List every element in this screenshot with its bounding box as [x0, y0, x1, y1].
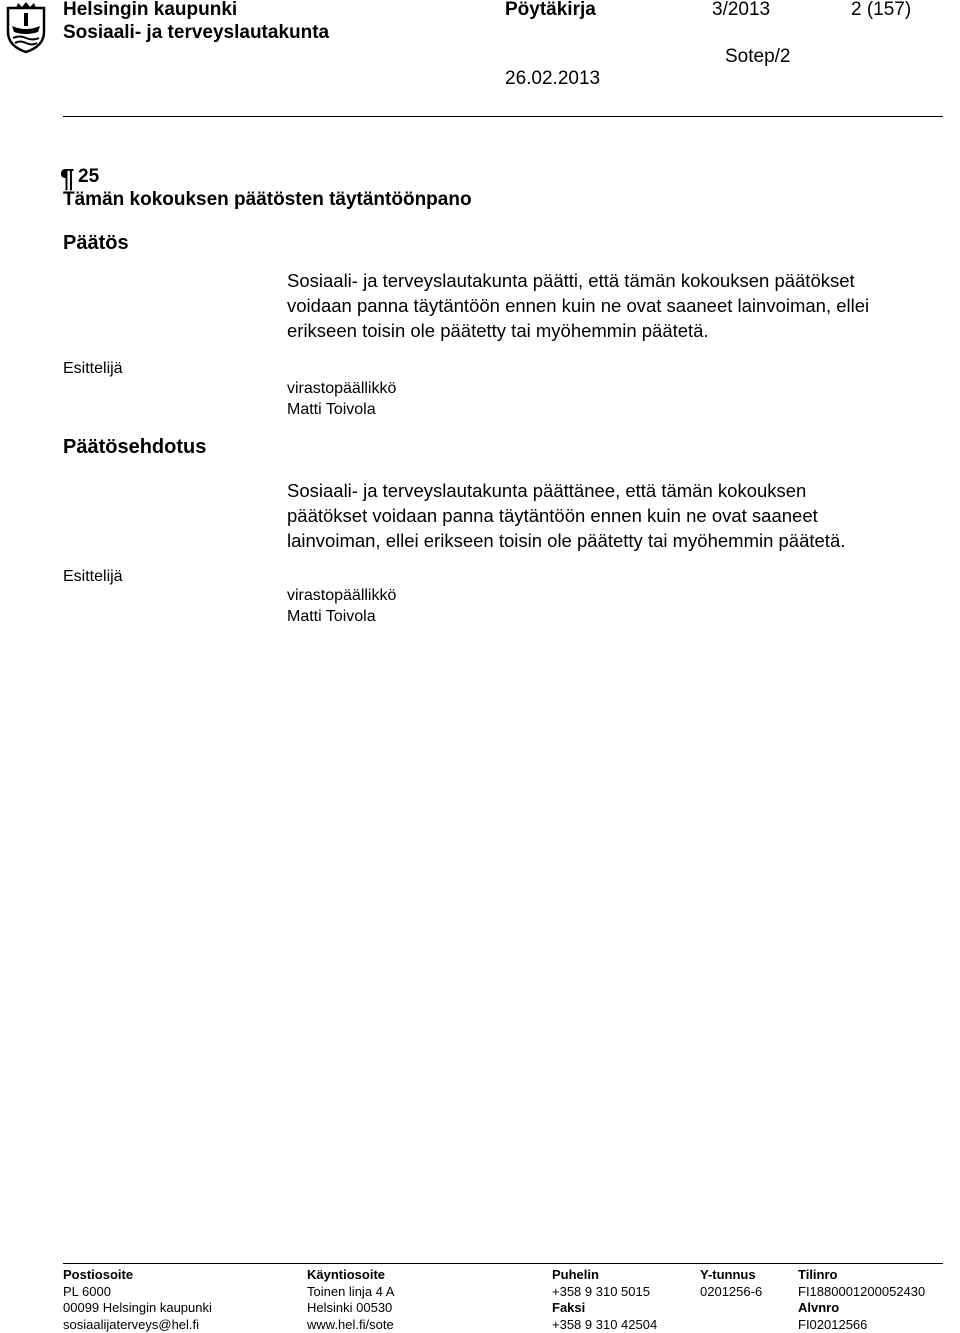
website-link[interactable]: www.hel.fi/sote	[307, 1317, 394, 1333]
business-id-value: 0201256-6	[700, 1284, 762, 1301]
page-number: 2 (157)	[851, 0, 911, 21]
footer-visiting-address	[307, 1267, 394, 1333]
fax-value: +358 9 310 42504	[552, 1317, 657, 1333]
vat-value: FI02012566	[798, 1317, 925, 1333]
account-label: Tilinro	[798, 1267, 925, 1284]
item-title: Tämän kokouksen päätösten täytäntöönpano	[63, 189, 472, 211]
decision-text-line: Sosiaali- ja terveyslautakunta päätti, että tämän kokouksen päätökset	[287, 268, 869, 293]
visiting-line: Helsinki 00530	[307, 1300, 394, 1317]
decision-text-line: voidaan panna täytäntöön ennen kuin ne ovat saaneet lainvoiman, ellei	[287, 293, 869, 318]
footer-divider	[63, 1263, 943, 1264]
presenter-title: virastopäällikkö	[287, 378, 396, 399]
paragraph-mark: ¶	[60, 163, 74, 194]
meeting-number: 3/2013	[712, 0, 770, 21]
proposal-text-line: lainvoiman, ellei erikseen toisin ole päätetty tai myöhemmin päätetä.	[287, 528, 845, 553]
item-number: 25	[78, 166, 99, 188]
footer-business-id	[700, 1267, 762, 1300]
visiting-label: Käyntiosoite	[307, 1267, 394, 1284]
email-link[interactable]: sosiaalijaterveys@hel.fi	[63, 1317, 212, 1333]
postal-line: 00099 Helsingin kaupunki	[63, 1300, 212, 1317]
proposal-presenter-title: virastopäällikkö	[287, 585, 396, 606]
proposal-text-line: päätökset voidaan panna täytäntöön ennen kuin ne ovat saaneet	[287, 503, 845, 528]
footer-account	[798, 1267, 925, 1333]
phone-label: Puhelin	[552, 1267, 657, 1284]
business-id-label: Y-tunnus	[700, 1267, 762, 1284]
section-code: Sotep/2	[725, 46, 791, 68]
proposal-heading: Päätösehdotus	[63, 436, 206, 459]
account-value: FI1880001200052430	[798, 1284, 925, 1301]
vat-label: Alvnro	[798, 1300, 925, 1317]
postal-label: Postiosoite	[63, 1267, 212, 1284]
proposal-text	[287, 478, 845, 553]
document-type: Pöytäkirja	[505, 0, 596, 21]
presenter-signature	[287, 378, 396, 420]
board-name: Sosiaali- ja terveyslautakunta	[63, 22, 329, 44]
footer-postal-address	[63, 1267, 212, 1333]
decision-text-line: erikseen toisin ole päätetty tai myöhemmin päätetä.	[287, 318, 869, 343]
footer-phone	[552, 1267, 657, 1333]
meeting-date: 26.02.2013	[505, 68, 600, 90]
header-divider	[63, 116, 943, 117]
phone-value: +358 9 310 5015	[552, 1284, 657, 1301]
presenter-name: Matti Toivola	[287, 399, 396, 420]
proposal-presenter-name: Matti Toivola	[287, 606, 396, 627]
visiting-line: Toinen linja 4 A	[307, 1284, 394, 1301]
postal-line: PL 6000	[63, 1284, 212, 1301]
presenter-label: Esittelijä	[63, 360, 123, 378]
org-name: Helsingin kaupunki	[63, 0, 237, 21]
proposal-text-line: Sosiaali- ja terveyslautakunta päättänee, että tämän kokouksen	[287, 478, 845, 503]
decision-heading: Päätös	[63, 232, 129, 255]
helsinki-crest-logo	[4, 2, 48, 54]
proposal-presenter-signature	[287, 585, 396, 627]
fax-label: Faksi	[552, 1300, 657, 1317]
decision-text	[287, 268, 869, 343]
proposal-presenter-label: Esittelijä	[63, 568, 123, 586]
